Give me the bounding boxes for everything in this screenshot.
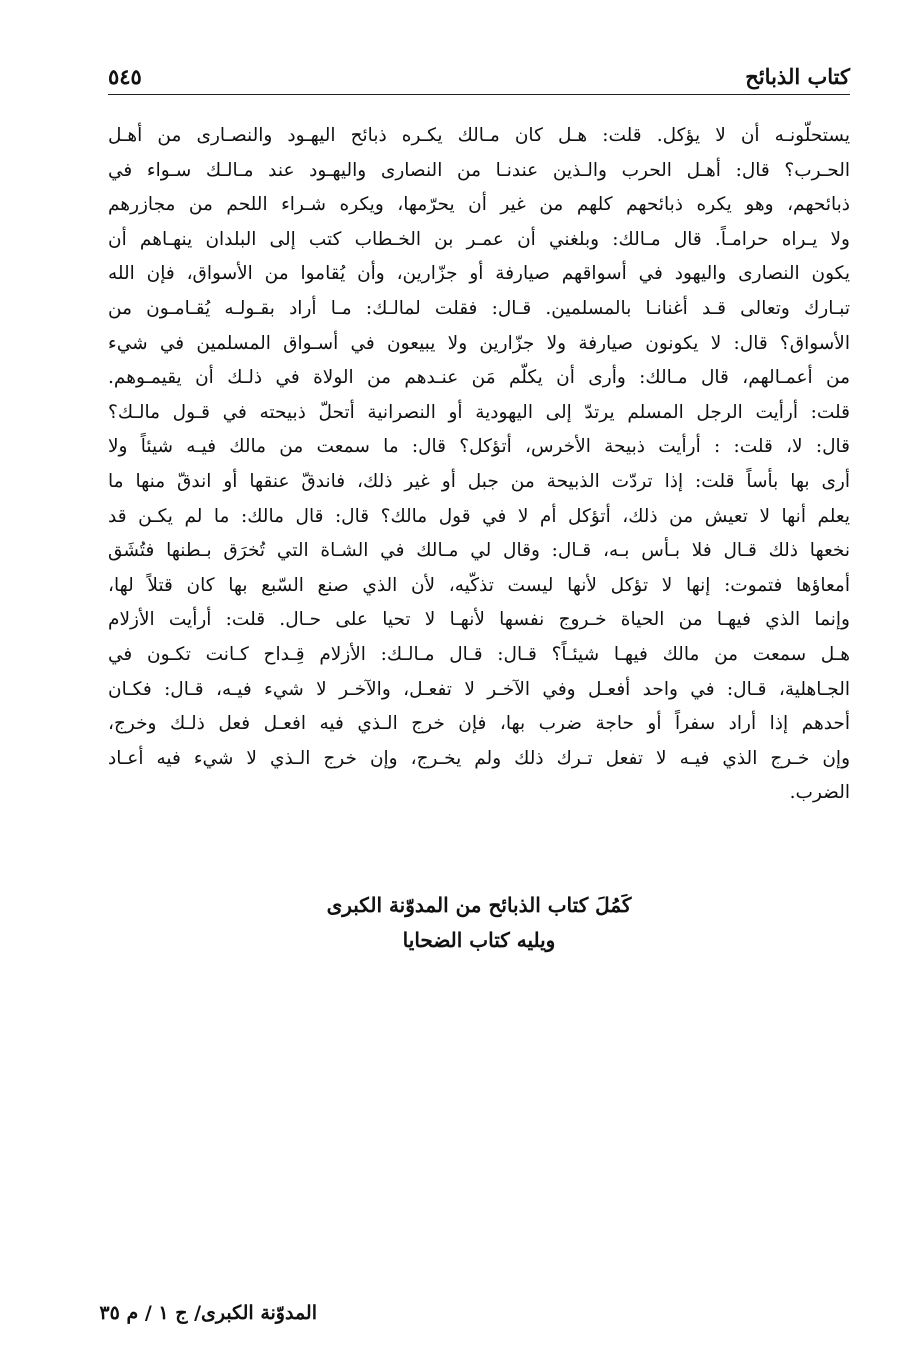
text-line: أمعاؤها فتموت: إنها لا تؤكل لأنها ليست تذكّيه، لأن الذي صنع السّبع بها كان قتلاً لها،: [108, 574, 850, 596]
text-line: الضرب.: [789, 782, 850, 804]
colophon-end-of-book: كَمُلَ كتاب الذبائح من المدوّنة الكبرى: [326, 893, 632, 917]
text-line: أرى بها بأساً قلت: إذا تردّت الذبيحة من جبل أو غير ذلك، فاندقّ عنقها أو اندقّ منها ما: [108, 470, 850, 492]
text-line: الأسواق؟ قال: لا يكونون صيارفة ولا جزّارين ولا يبيعون في أسـواق المسلمين في شيء: [108, 332, 850, 354]
text-line: قال: لا، قلت: : أرأيت ذبيحة الأخرس، أتؤكل؟ قال: ما سمعت من مالك فيـه شيئاً ولا: [108, 436, 850, 458]
text-line: من أعمـالهم، قال مـالك: وأرى أن يكلّم مَن عنـدهم من الولاة في ذلـك أن يقيمـوهم.: [108, 367, 850, 389]
text-line: هـل سمعت من مالك فيهـا شيئـاً؟ قـال: قـال مـالـك: الأزلام قِـداح كـانت تكـون في: [108, 643, 850, 665]
text-line: تبـارك وتعالى قـد أغنانـا بالمسلمين. قـال: فقلت لمالـك: مـا أراد بقـولـه يُقـامـون من: [108, 297, 850, 319]
text-line: يستحلّونـه أن لا يؤكل. قلت: هـل كان مـالك يكـره ذبائح اليهـود والنصـارى من أهـل: [108, 125, 850, 146]
colophon-next-book: ويليه كتاب الضحايا: [402, 928, 556, 952]
text-line: الجـاهلية، قـال: في واحد أفعـل وفي الآخـر لا تفعـل، والآخـر لا شيء فيـه، قـال: فكـان: [108, 678, 850, 700]
text-line: نخعها ذلك قـال فلا بـأس بـه، قـال: وقال لي مـالك في الشـاة التي تُخرَق بـطنها فتُشَق: [108, 540, 850, 562]
header-rule: [108, 94, 850, 95]
body-text: [108, 119, 850, 811]
text-line: وإن خـرج الذي فيـه لا تفعل تـرك ذلك ولم يخـرج، وإن خرج الـذي لا شيء فيه أعـاد: [108, 747, 850, 769]
chapter-title: كتاب الذبائح: [745, 64, 850, 89]
text-line: أحدهم إذا أراد سفراً أو حاجة ضرب بها، فإن خرج الـذي فيه افعـل فعل ذلـك وخرج،: [108, 713, 850, 735]
text-line: ولا يـراه حرامـاً. قال مـالك: وبلغني أن عمـر بن الخـطاب كتب إلى البلدان ينهـاهم أن: [108, 228, 850, 250]
running-header: [108, 60, 850, 94]
page-number: ٥٤٥: [108, 64, 142, 89]
text-line: قلت: أرأيت الرجل المسلم يرتدّ إلى اليهودية أو النصرانية أتحلّ ذبيحته في قـول مالـك؟: [108, 401, 850, 423]
text-line: وإنما الذي فيهـا من الحياة خـروج نفسها لأنهـا لا تحيا على حـال. قلت: أرأيت الأزلام: [108, 609, 850, 631]
text-line: يكون النصارى واليهود في أسواقهم صيارفة أو جزّارين، وأن يُقاموا من الأسواق، فإن الله: [108, 263, 850, 285]
signature-mark: المدوّنة الكبرى/ ج ١ / م ٣٥: [99, 1302, 317, 1324]
text-line: الحـرب؟ قال: أهـل الحرب والـذين عندنـا من النصارى واليهـود عند مـالـك سـواء في: [108, 159, 850, 181]
text-line: ذبائحهم، وهو يكره ذبائحهم كلهم من غير أن يحرّمها، ويكره شـراء اللحم من مجازرهم: [108, 194, 850, 216]
text-line: يعلم أنها لا تعيش من ذلك، أتؤكل أم لا في قول مالك؟ قال: قال مالك: ما لم يكـن قد: [108, 505, 850, 527]
